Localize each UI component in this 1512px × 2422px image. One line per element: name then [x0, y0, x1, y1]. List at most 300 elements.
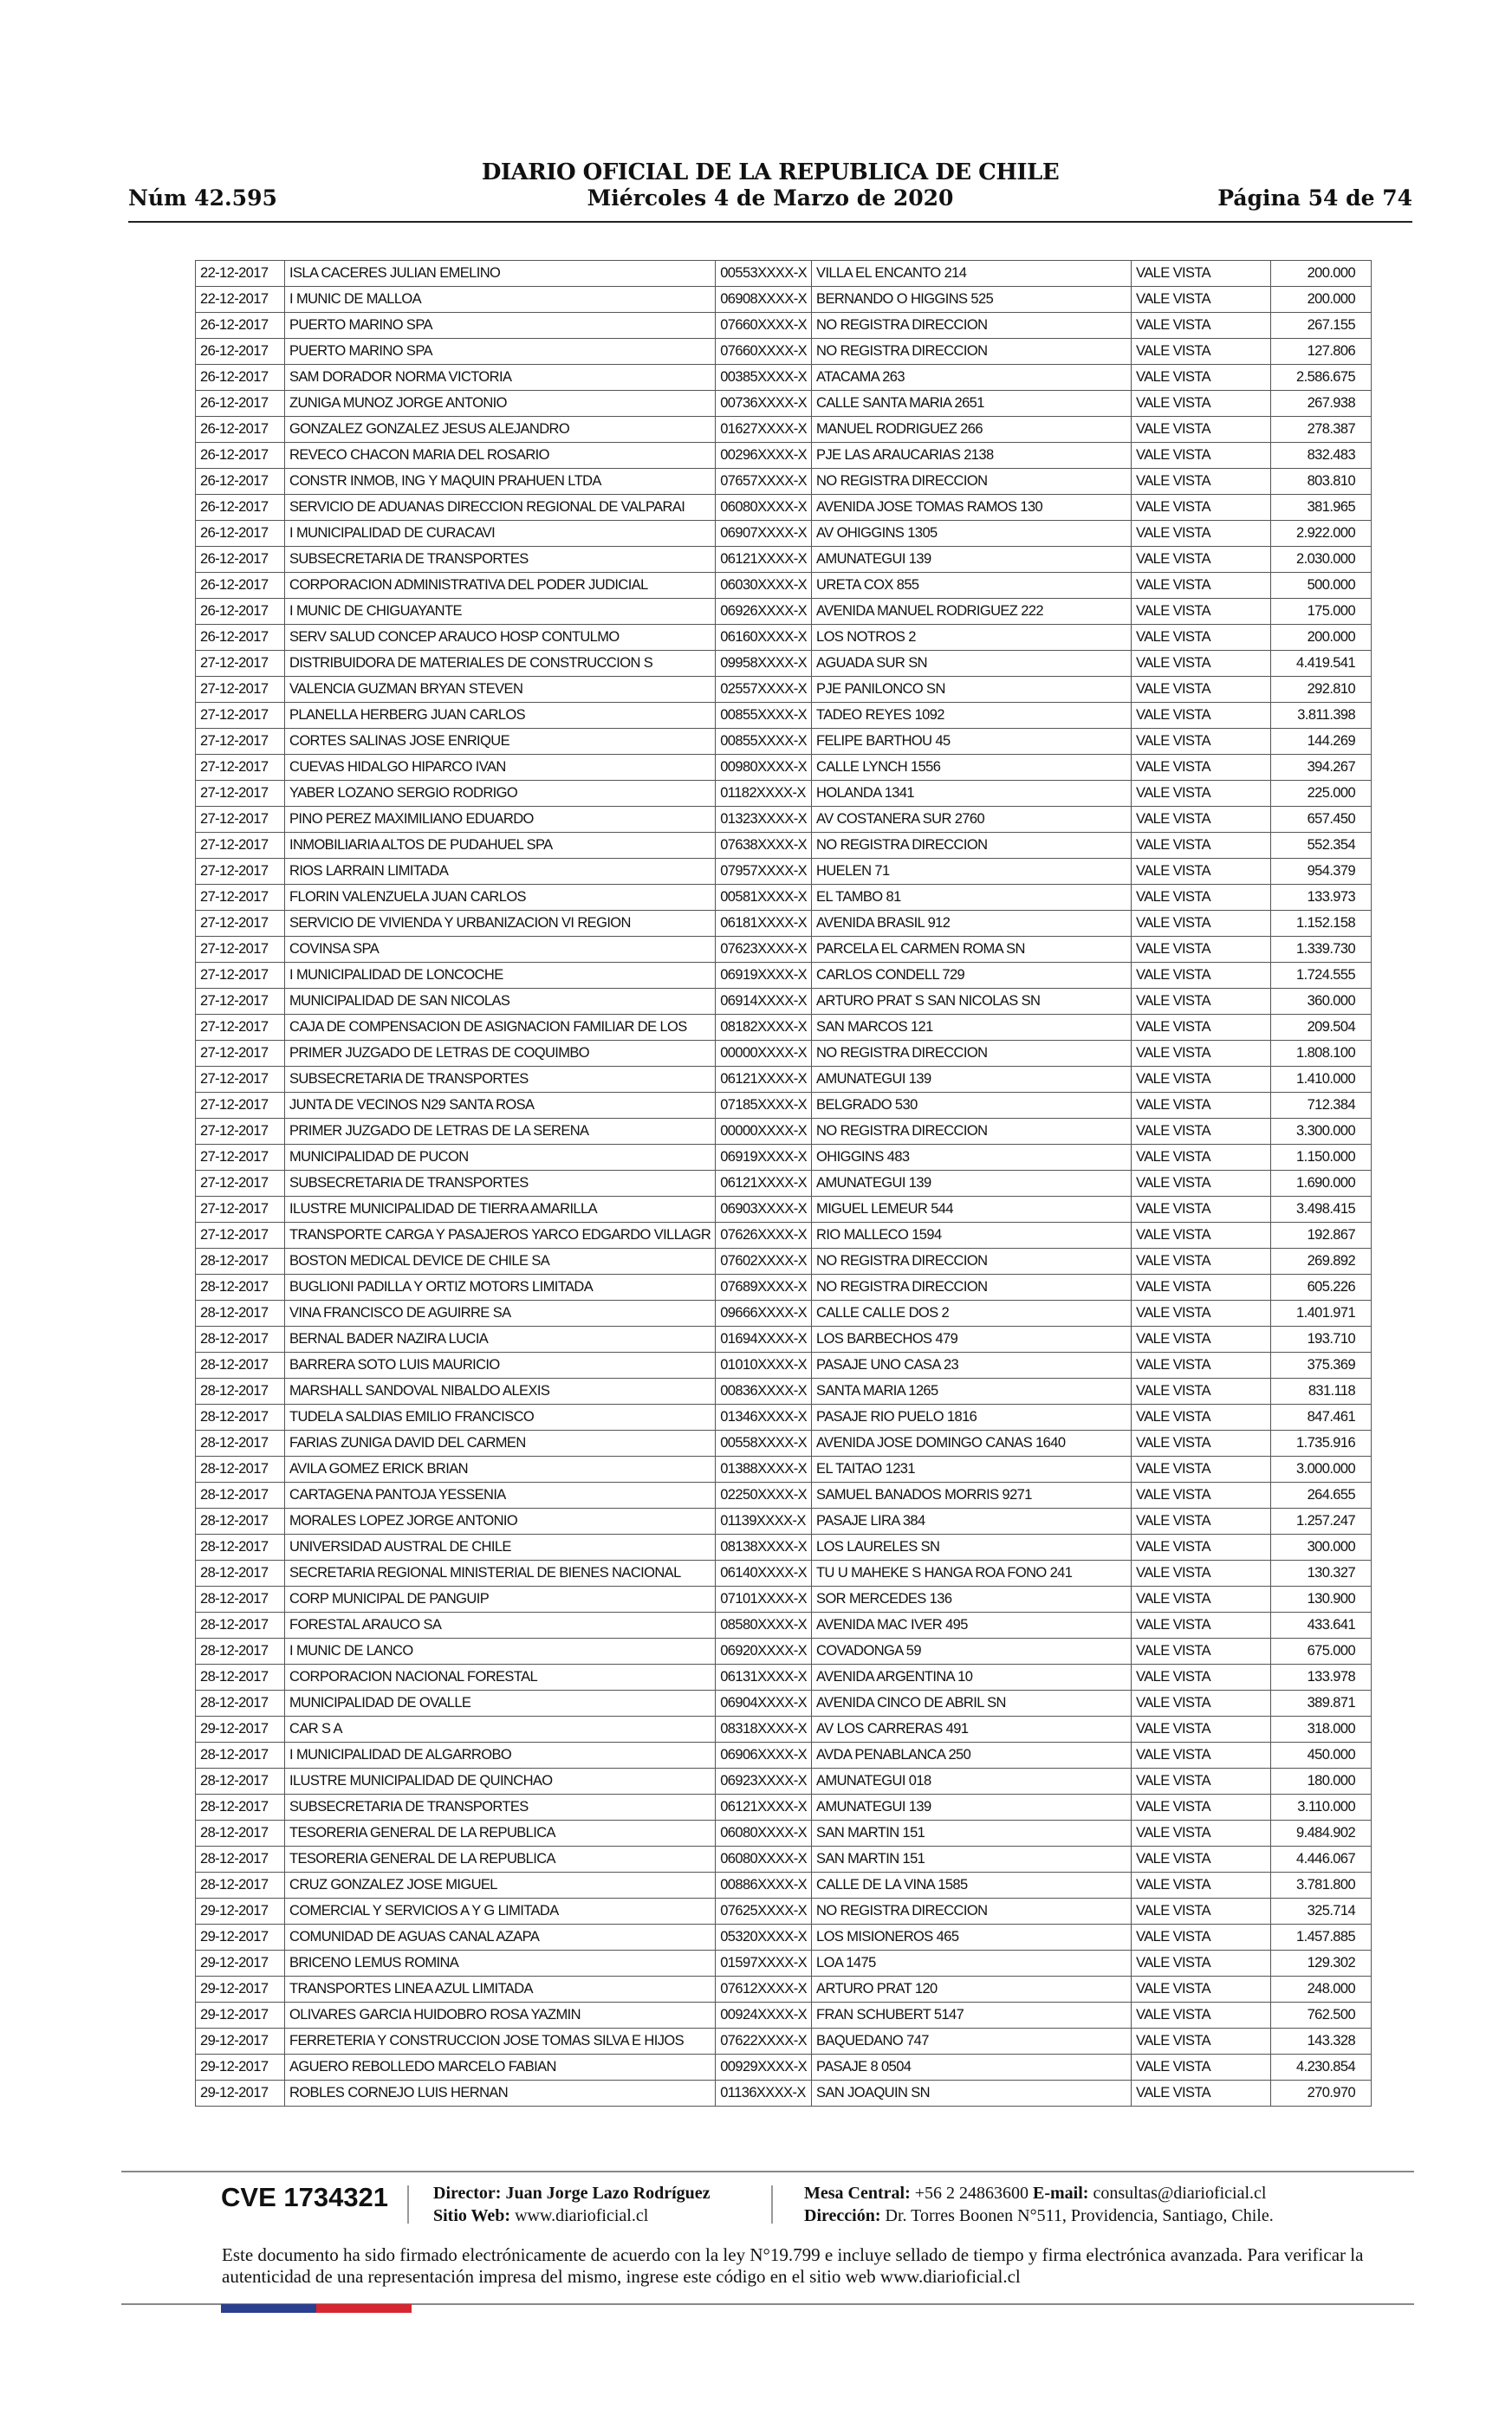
name-cell: CARTAGENA PANTOJA YESSENIA — [285, 1483, 716, 1509]
table-row — [196, 1691, 1372, 1717]
name-cell: FERRETERIA Y CONSTRUCCION JOSE TOMAS SILVA E HIJOS — [285, 2029, 716, 2055]
name-cell: UNIVERSIDAD AUSTRAL DE CHILE — [285, 1535, 716, 1561]
name-cell: I MUNICIPALIDAD DE CURACAVI — [285, 521, 716, 547]
date-cell: 27-12-2017 — [196, 1067, 285, 1093]
type-cell: VALE VISTA — [1132, 625, 1271, 651]
name-cell: CORP MUNICIPAL DE PANGUIP — [285, 1587, 716, 1613]
date-cell: 26-12-2017 — [196, 469, 285, 495]
rut-cell: 00000XXXX-X — [716, 1041, 812, 1067]
date-cell: 28-12-2017 — [196, 1249, 285, 1275]
type-cell: VALE VISTA — [1132, 1067, 1271, 1093]
amount-cell: 4.419.541 — [1271, 651, 1372, 677]
address-cell: AV COSTANERA SUR 2760 — [812, 807, 1132, 833]
type-cell: VALE VISTA — [1132, 1925, 1271, 1951]
type-cell: VALE VISTA — [1132, 781, 1271, 807]
rut-cell: 00581XXXX-X — [716, 885, 812, 911]
table-row — [196, 1509, 1372, 1535]
date-cell: 28-12-2017 — [196, 1769, 285, 1795]
name-cell: PUERTO MARINO SPA — [285, 313, 716, 339]
name-cell: VINA FRANCISCO DE AGUIRRE SA — [285, 1301, 716, 1327]
rut-cell: 08580XXXX-X — [716, 1613, 812, 1639]
amount-cell: 1.401.971 — [1271, 1301, 1372, 1327]
date-cell: 29-12-2017 — [196, 2003, 285, 2029]
rut-cell: 06030XXXX-X — [716, 573, 812, 599]
table-row — [196, 1847, 1372, 1873]
address-cell: SAN JOAQUIN SN — [812, 2081, 1132, 2107]
name-cell: AVILA GOMEZ ERICK BRIAN — [285, 1457, 716, 1483]
table-row — [196, 1145, 1372, 1171]
name-cell: FARIAS ZUNIGA DAVID DEL CARMEN — [285, 1431, 716, 1457]
name-cell: GONZALEZ GONZALEZ JESUS ALEJANDRO — [285, 417, 716, 443]
email-link[interactable]: consultas@diarioficial.cl — [1093, 2184, 1267, 2203]
type-cell: VALE VISTA — [1132, 1249, 1271, 1275]
amount-cell: 4.446.067 — [1271, 1847, 1372, 1873]
amount-cell: 1.724.555 — [1271, 963, 1372, 989]
table-row — [196, 469, 1372, 495]
name-cell: PLANELLA HERBERG JUAN CARLOS — [285, 703, 716, 729]
rut-cell: 01182XXXX-X — [716, 781, 812, 807]
table-row — [196, 625, 1372, 651]
rut-cell: 06080XXXX-X — [716, 1847, 812, 1873]
amount-cell: 1.339.730 — [1271, 937, 1372, 963]
type-cell: VALE VISTA — [1132, 391, 1271, 417]
amount-cell: 269.892 — [1271, 1249, 1372, 1275]
type-cell: VALE VISTA — [1132, 1821, 1271, 1847]
name-cell: MUNICIPALIDAD DE PUCON — [285, 1145, 716, 1171]
table-row — [196, 1197, 1372, 1223]
website-label: Sitio Web: — [433, 2206, 511, 2225]
date-cell: 29-12-2017 — [196, 1925, 285, 1951]
address-cell: NO REGISTRA DIRECCION — [812, 339, 1132, 365]
amount-cell: 209.504 — [1271, 1015, 1372, 1041]
address-cell: PJE PANILONCO SN — [812, 677, 1132, 703]
address-cell: MIGUEL LEMEUR 544 — [812, 1197, 1132, 1223]
type-cell: VALE VISTA — [1132, 1223, 1271, 1249]
type-cell: VALE VISTA — [1132, 1873, 1271, 1899]
rut-cell: 06908XXXX-X — [716, 287, 812, 313]
amount-cell: 2.030.000 — [1271, 547, 1372, 573]
amount-cell: 193.710 — [1271, 1327, 1372, 1353]
type-cell: VALE VISTA — [1132, 313, 1271, 339]
rut-cell: 06121XXXX-X — [716, 1067, 812, 1093]
type-cell: VALE VISTA — [1132, 1587, 1271, 1613]
type-cell: VALE VISTA — [1132, 937, 1271, 963]
table-row — [196, 963, 1372, 989]
date-cell: 28-12-2017 — [196, 1457, 285, 1483]
name-cell: AGUERO REBOLLEDO MARCELO FABIAN — [285, 2055, 716, 2081]
header-divider — [128, 221, 1412, 223]
publication-title: DIARIO OFICIAL DE LA REPUBLICA DE CHILE — [481, 159, 1060, 185]
table-row — [196, 1119, 1372, 1145]
address-cell: CALLE CALLE DOS 2 — [812, 1301, 1132, 1327]
type-cell: VALE VISTA — [1132, 807, 1271, 833]
name-cell: COMERCIAL Y SERVICIOS A Y G LIMITADA — [285, 1899, 716, 1925]
name-cell: JUNTA DE VECINOS N29 SANTA ROSA — [285, 1093, 716, 1119]
address-cell: FRAN SCHUBERT 5147 — [812, 2003, 1132, 2029]
name-cell: BRICENO LEMUS ROMINA — [285, 1951, 716, 1977]
address-cell: NO REGISTRA DIRECCION — [812, 1899, 1132, 1925]
type-cell: VALE VISTA — [1132, 1405, 1271, 1431]
type-cell: VALE VISTA — [1132, 885, 1271, 911]
rut-cell: 00924XXXX-X — [716, 2003, 812, 2029]
amount-cell: 375.369 — [1271, 1353, 1372, 1379]
amount-cell: 3.110.000 — [1271, 1795, 1372, 1821]
rut-cell: 06904XXXX-X — [716, 1691, 812, 1717]
table-row — [196, 1249, 1372, 1275]
phone-label: Mesa Central: — [804, 2184, 911, 2203]
amount-cell: 831.118 — [1271, 1379, 1372, 1405]
address-cell: FELIPE BARTHOU 45 — [812, 729, 1132, 755]
amount-cell: 225.000 — [1271, 781, 1372, 807]
name-cell: BUGLIONI PADILLA Y ORTIZ MOTORS LIMITADA — [285, 1275, 716, 1301]
name-cell: I MUNICIPALIDAD DE LONCOCHE — [285, 963, 716, 989]
amount-cell: 130.900 — [1271, 1587, 1372, 1613]
rut-cell: 00558XXXX-X — [716, 1431, 812, 1457]
amount-cell: 318.000 — [1271, 1717, 1372, 1743]
date-cell: 28-12-2017 — [196, 1509, 285, 1535]
rut-cell: 07185XXXX-X — [716, 1093, 812, 1119]
amount-cell: 267.938 — [1271, 391, 1372, 417]
name-cell: BARRERA SOTO LUIS MAURICIO — [285, 1353, 716, 1379]
date-cell: 27-12-2017 — [196, 1145, 285, 1171]
address-cell: AMUNATEGUI 139 — [812, 1171, 1132, 1197]
table-row — [196, 859, 1372, 885]
date-cell: 29-12-2017 — [196, 1899, 285, 1925]
name-cell: BERNAL BADER NAZIRA LUCIA — [285, 1327, 716, 1353]
name-cell: SUBSECRETARIA DE TRANSPORTES — [285, 1171, 716, 1197]
amount-cell: 1.735.916 — [1271, 1431, 1372, 1457]
table-row — [196, 1301, 1372, 1327]
rut-cell: 06906XXXX-X — [716, 1743, 812, 1769]
table-row — [196, 339, 1372, 365]
payments-table-body — [196, 261, 1372, 2107]
rut-cell: 09666XXXX-X — [716, 1301, 812, 1327]
rut-cell: 06121XXXX-X — [716, 1795, 812, 1821]
amount-cell: 200.000 — [1271, 261, 1372, 287]
table-row — [196, 1015, 1372, 1041]
name-cell: FORESTAL ARAUCO SA — [285, 1613, 716, 1639]
type-cell: VALE VISTA — [1132, 677, 1271, 703]
address-cell: COVADONGA 59 — [812, 1639, 1132, 1665]
name-cell: CUEVAS HIDALGO HIPARCO IVAN — [285, 755, 716, 781]
type-cell: VALE VISTA — [1132, 963, 1271, 989]
table-row — [196, 1093, 1372, 1119]
website-link[interactable]: www.diarioficial.cl — [515, 2206, 649, 2225]
table-row — [196, 911, 1372, 937]
rut-cell: 06907XXXX-X — [716, 521, 812, 547]
amount-cell: 1.457.885 — [1271, 1925, 1372, 1951]
table-row — [196, 2003, 1372, 2029]
table-row — [196, 1561, 1372, 1587]
type-cell: VALE VISTA — [1132, 2029, 1271, 2055]
table-row — [196, 1717, 1372, 1743]
name-cell: CORPORACION NACIONAL FORESTAL — [285, 1665, 716, 1691]
address-cell: PASAJE 8 0504 — [812, 2055, 1132, 2081]
rut-cell: 01597XXXX-X — [716, 1951, 812, 1977]
amount-cell: 264.655 — [1271, 1483, 1372, 1509]
rut-cell: 01388XXXX-X — [716, 1457, 812, 1483]
address-cell: HOLANDA 1341 — [812, 781, 1132, 807]
amount-cell: 3.000.000 — [1271, 1457, 1372, 1483]
amount-cell: 144.269 — [1271, 729, 1372, 755]
address-cell: NO REGISTRA DIRECCION — [812, 1119, 1132, 1145]
address-cell: OHIGGINS 483 — [812, 1145, 1132, 1171]
address-cell: NO REGISTRA DIRECCION — [812, 313, 1132, 339]
address-cell: LOA 1475 — [812, 1951, 1132, 1977]
type-cell: VALE VISTA — [1132, 1535, 1271, 1561]
name-cell: MUNICIPALIDAD DE OVALLE — [285, 1691, 716, 1717]
date-cell: 28-12-2017 — [196, 1639, 285, 1665]
name-cell: CAR S A — [285, 1717, 716, 1743]
date-cell: 26-12-2017 — [196, 365, 285, 391]
amount-cell: 129.302 — [1271, 1951, 1372, 1977]
type-cell: VALE VISTA — [1132, 1613, 1271, 1639]
name-cell: COMUNIDAD DE AGUAS CANAL AZAPA — [285, 1925, 716, 1951]
table-row — [196, 521, 1372, 547]
rut-cell: 07602XXXX-X — [716, 1249, 812, 1275]
name-cell: CAJA DE COMPENSACION DE ASIGNACION FAMILIAR DE LOS — [285, 1015, 716, 1041]
address-cell: ARTURO PRAT S SAN NICOLAS SN — [812, 989, 1132, 1015]
type-cell: VALE VISTA — [1132, 2081, 1271, 2107]
date-cell: 27-12-2017 — [196, 1015, 285, 1041]
address-cell: URETA COX 855 — [812, 573, 1132, 599]
amount-cell: 1.152.158 — [1271, 911, 1372, 937]
date-cell: 28-12-2017 — [196, 1431, 285, 1457]
address-cell: EL TAMBO 81 — [812, 885, 1132, 911]
date-cell: 28-12-2017 — [196, 1301, 285, 1327]
amount-cell: 360.000 — [1271, 989, 1372, 1015]
address-cell: PASAJE RIO PUELO 1816 — [812, 1405, 1132, 1431]
address-cell: SAN MARTIN 151 — [812, 1847, 1132, 1873]
rut-cell: 01139XXXX-X — [716, 1509, 812, 1535]
type-cell: VALE VISTA — [1132, 1717, 1271, 1743]
address-cell: AVENIDA MAC IVER 495 — [812, 1613, 1132, 1639]
date-cell: 22-12-2017 — [196, 261, 285, 287]
date-cell: 27-12-2017 — [196, 677, 285, 703]
table-row — [196, 1483, 1372, 1509]
type-cell: VALE VISTA — [1132, 2055, 1271, 2081]
name-cell: CONSTR INMOB, ING Y MAQUIN PRAHUEN LTDA — [285, 469, 716, 495]
address-cell: CALLE DE LA VINA 1585 — [812, 1873, 1132, 1899]
rut-cell: 00855XXXX-X — [716, 703, 812, 729]
name-cell: MARSHALL SANDOVAL NIBALDO ALEXIS — [285, 1379, 716, 1405]
type-cell: VALE VISTA — [1132, 469, 1271, 495]
address-cell: RIO MALLECO 1594 — [812, 1223, 1132, 1249]
type-cell: VALE VISTA — [1132, 1899, 1271, 1925]
type-cell: VALE VISTA — [1132, 1431, 1271, 1457]
table-row — [196, 573, 1372, 599]
name-cell: I MUNIC DE CHIGUAYANTE — [285, 599, 716, 625]
rut-cell: 07626XXXX-X — [716, 1223, 812, 1249]
date-cell: 26-12-2017 — [196, 391, 285, 417]
date-cell: 26-12-2017 — [196, 573, 285, 599]
rut-cell: 07638XXXX-X — [716, 833, 812, 859]
payments-table — [195, 260, 1372, 2107]
address-cell: TU U MAHEKE S HANGA ROA FONO 241 — [812, 1561, 1132, 1587]
rut-cell: 08138XXXX-X — [716, 1535, 812, 1561]
rut-cell: 06914XXXX-X — [716, 989, 812, 1015]
name-cell: FLORIN VALENZUELA JUAN CARLOS — [285, 885, 716, 911]
rut-cell: 01346XXXX-X — [716, 1405, 812, 1431]
rut-cell: 07623XXXX-X — [716, 937, 812, 963]
date-cell: 26-12-2017 — [196, 417, 285, 443]
date-cell: 28-12-2017 — [196, 1665, 285, 1691]
rut-cell: 07657XXXX-X — [716, 469, 812, 495]
address-cell: BELGRADO 530 — [812, 1093, 1132, 1119]
amount-cell: 9.484.902 — [1271, 1821, 1372, 1847]
date-cell: 26-12-2017 — [196, 625, 285, 651]
type-cell: VALE VISTA — [1132, 1353, 1271, 1379]
table-row — [196, 703, 1372, 729]
date-cell: 26-12-2017 — [196, 547, 285, 573]
name-cell: SUBSECRETARIA DE TRANSPORTES — [285, 547, 716, 573]
address-cell: AVENIDA ARGENTINA 10 — [812, 1665, 1132, 1691]
date-cell: 26-12-2017 — [196, 339, 285, 365]
address-cell: SAMUEL BANADOS MORRIS 9271 — [812, 1483, 1132, 1509]
table-row — [196, 729, 1372, 755]
table-row — [196, 1353, 1372, 1379]
table-row — [196, 2081, 1372, 2107]
rut-cell: 07660XXXX-X — [716, 339, 812, 365]
amount-cell: 192.867 — [1271, 1223, 1372, 1249]
type-cell: VALE VISTA — [1132, 1197, 1271, 1223]
amount-cell: 3.498.415 — [1271, 1197, 1372, 1223]
address-cell: SANTA MARIA 1265 — [812, 1379, 1132, 1405]
amount-cell: 133.973 — [1271, 885, 1372, 911]
date-cell: 27-12-2017 — [196, 885, 285, 911]
type-cell: VALE VISTA — [1132, 1769, 1271, 1795]
name-cell: MUNICIPALIDAD DE SAN NICOLAS — [285, 989, 716, 1015]
table-row — [196, 1223, 1372, 1249]
table-row — [196, 755, 1372, 781]
type-cell: VALE VISTA — [1132, 573, 1271, 599]
type-cell: VALE VISTA — [1132, 1795, 1271, 1821]
address-cell: LOS NOTROS 2 — [812, 625, 1132, 651]
type-cell: VALE VISTA — [1132, 1483, 1271, 1509]
name-cell: ZUNIGA MUNOZ JORGE ANTONIO — [285, 391, 716, 417]
type-cell: VALE VISTA — [1132, 1119, 1271, 1145]
type-cell: VALE VISTA — [1132, 989, 1271, 1015]
rut-cell: 00836XXXX-X — [716, 1379, 812, 1405]
amount-cell: 270.970 — [1271, 2081, 1372, 2107]
address-cell: BERNANDO O HIGGINS 525 — [812, 287, 1132, 313]
amount-cell: 847.461 — [1271, 1405, 1372, 1431]
rut-cell: 07101XXXX-X — [716, 1587, 812, 1613]
name-cell: DISTRIBUIDORA DE MATERIALES DE CONSTRUCCION S — [285, 651, 716, 677]
type-cell: VALE VISTA — [1132, 1977, 1271, 2003]
rut-cell: 00929XXXX-X — [716, 2055, 812, 2081]
table-row — [196, 547, 1372, 573]
rut-cell: 00736XXXX-X — [716, 391, 812, 417]
type-cell: VALE VISTA — [1132, 1665, 1271, 1691]
address-cell: CARLOS CONDELL 729 — [812, 963, 1132, 989]
type-cell: VALE VISTA — [1132, 1145, 1271, 1171]
address-cell: AGUADA SUR SN — [812, 651, 1132, 677]
name-cell: ISLA CACERES JULIAN EMELINO — [285, 261, 716, 287]
issue-number: Núm 42.595 — [128, 185, 277, 211]
amount-cell: 180.000 — [1271, 1769, 1372, 1795]
table-row — [196, 651, 1372, 677]
table-row — [196, 1327, 1372, 1353]
amount-cell: 1.690.000 — [1271, 1171, 1372, 1197]
type-cell: VALE VISTA — [1132, 547, 1271, 573]
date-cell: 29-12-2017 — [196, 2081, 285, 2107]
amount-cell: 200.000 — [1271, 625, 1372, 651]
address-cell: AVENIDA JOSE DOMINGO CANAS 1640 — [812, 1431, 1132, 1457]
name-cell: YABER LOZANO SERGIO RODRIGO — [285, 781, 716, 807]
address-cell: NO REGISTRA DIRECCION — [812, 1041, 1132, 1067]
table-row — [196, 677, 1372, 703]
date-cell: 28-12-2017 — [196, 1587, 285, 1613]
table-row — [196, 1795, 1372, 1821]
date-cell: 27-12-2017 — [196, 1119, 285, 1145]
rut-cell: 07625XXXX-X — [716, 1899, 812, 1925]
date-cell: 26-12-2017 — [196, 443, 285, 469]
rut-cell: 02557XXXX-X — [716, 677, 812, 703]
type-cell: VALE VISTA — [1132, 1457, 1271, 1483]
address-cell: PJE LAS ARAUCARIAS 2138 — [812, 443, 1132, 469]
name-cell: PINO PEREZ MAXIMILIANO EDUARDO — [285, 807, 716, 833]
table-row — [196, 1743, 1372, 1769]
name-cell: OLIVARES GARCIA HUIDOBRO ROSA YAZMIN — [285, 2003, 716, 2029]
type-cell: VALE VISTA — [1132, 911, 1271, 937]
name-cell: ILUSTRE MUNICIPALIDAD DE QUINCHAO — [285, 1769, 716, 1795]
amount-cell: 552.354 — [1271, 833, 1372, 859]
date-cell: 27-12-2017 — [196, 963, 285, 989]
name-cell: CORTES SALINAS JOSE ENRIQUE — [285, 729, 716, 755]
table-row — [196, 1821, 1372, 1847]
amount-cell: 3.300.000 — [1271, 1119, 1372, 1145]
address-cell: SAN MARCOS 121 — [812, 1015, 1132, 1041]
rut-cell: 01136XXXX-X — [716, 2081, 812, 2107]
name-cell: I MUNIC DE LANCO — [285, 1639, 716, 1665]
name-cell: I MUNICIPALIDAD DE ALGARROBO — [285, 1743, 716, 1769]
table-row — [196, 1067, 1372, 1093]
address-cell: AVENIDA MANUEL RODRIGUEZ 222 — [812, 599, 1132, 625]
type-cell: VALE VISTA — [1132, 1379, 1271, 1405]
address-cell: LOS LAURELES SN — [812, 1535, 1132, 1561]
footer-divider — [121, 2171, 1414, 2172]
cve-code: CVE 1734321 — [221, 2182, 389, 2212]
address-cell: PASAJE UNO CASA 23 — [812, 1353, 1132, 1379]
amount-cell: 143.328 — [1271, 2029, 1372, 2055]
rut-cell: 00296XXXX-X — [716, 443, 812, 469]
date-cell: 28-12-2017 — [196, 1795, 285, 1821]
date-cell: 29-12-2017 — [196, 1951, 285, 1977]
address-cell: LOS BARBECHOS 479 — [812, 1327, 1132, 1353]
table-row — [196, 1613, 1372, 1639]
date-cell: 27-12-2017 — [196, 1041, 285, 1067]
date-cell: 27-12-2017 — [196, 911, 285, 937]
phone-value: +56 2 24863600 — [914, 2184, 1029, 2203]
table-row — [196, 2029, 1372, 2055]
director-label: Director: — [433, 2184, 502, 2203]
type-cell: VALE VISTA — [1132, 1561, 1271, 1587]
rut-cell: 07660XXXX-X — [716, 313, 812, 339]
amount-cell: 450.000 — [1271, 1743, 1372, 1769]
type-cell: VALE VISTA — [1132, 365, 1271, 391]
rut-cell: 05320XXXX-X — [716, 1925, 812, 1951]
type-cell: VALE VISTA — [1132, 1951, 1271, 1977]
date-cell: 29-12-2017 — [196, 2029, 285, 2055]
name-cell: VALENCIA GUZMAN BRYAN STEVEN — [285, 677, 716, 703]
amount-cell: 433.641 — [1271, 1613, 1372, 1639]
rut-cell: 06160XXXX-X — [716, 625, 812, 651]
rut-cell: 06919XXXX-X — [716, 1145, 812, 1171]
rut-cell: 07957XXXX-X — [716, 859, 812, 885]
type-cell: VALE VISTA — [1132, 833, 1271, 859]
type-cell: VALE VISTA — [1132, 417, 1271, 443]
